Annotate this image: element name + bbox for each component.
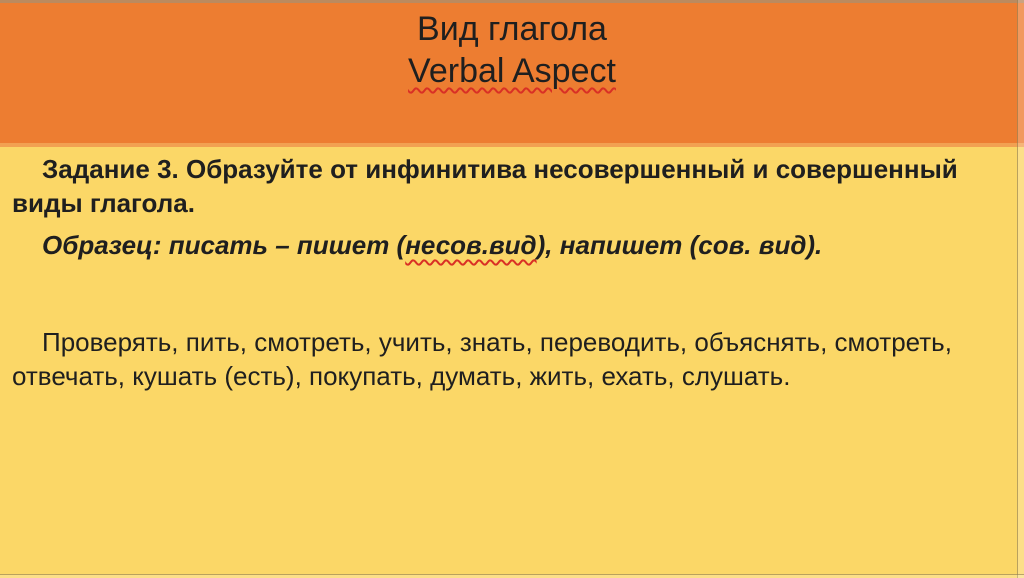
verbs-paragraph	[12, 325, 1012, 393]
title-russian: Вид глагола	[417, 10, 607, 48]
example-flagged-word: несов.вид	[405, 230, 537, 260]
example-suffix: ), напишет (сов. вид).	[536, 230, 823, 260]
header-divider-band	[0, 143, 1024, 147]
slide-bottom-edge	[0, 574, 1024, 578]
task-paragraph	[12, 152, 1012, 220]
slide-body	[0, 147, 1024, 578]
task-line-1: Задание 3. Образуйте от инфинитива несовершенный и совершенный	[42, 154, 958, 184]
verbs-line-2: отвечать, кушать (есть), покупать, думать, жить, ехать, слушать.	[12, 361, 791, 391]
task-line-2: виды глагола.	[12, 188, 195, 218]
example-paragraph	[12, 228, 1012, 262]
title-english: Verbal Aspect	[408, 52, 616, 90]
top-edge-strip	[0, 0, 1024, 3]
slide-right-edge	[1017, 0, 1024, 578]
verbs-line-1: Проверять, пить, смотреть, учить, знать, переводить, объяснять, смотреть,	[42, 327, 952, 357]
slide-header	[0, 0, 1024, 143]
example-prefix: Образец: писать – пишет (	[42, 230, 406, 260]
slide-title	[0, 0, 1024, 92]
